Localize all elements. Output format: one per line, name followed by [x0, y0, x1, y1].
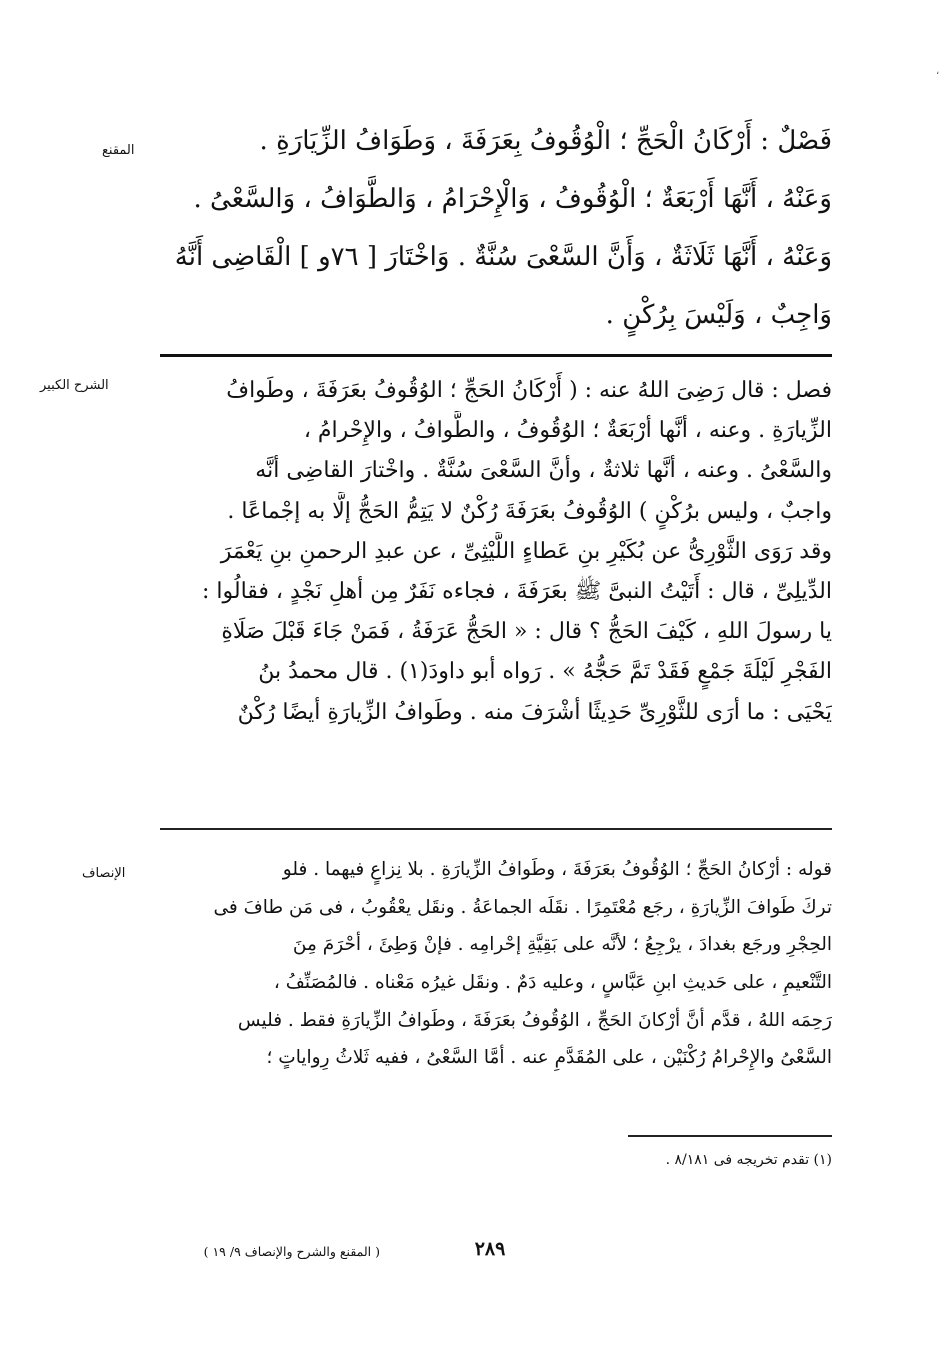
insaf-line: السَّعْىُ والإِحْرامُ رُكْنَيْن ، على المُقَدَّمِ عنه . أمَّا السَّعْىُ ، ففيه ثَلاثُ رِواياتٍ ؛ — [266, 1047, 832, 1069]
insaf-line: التَّنْعيمِ ، على حَديثِ ابنِ عَبَّاسٍ ، وعليه دَمٌ . ونقَل غيرُه مَعْناه . فالمُصَنِّفُ ، — [273, 972, 832, 994]
sharh-line: يَحْيَى : ما أرَى للثَّوْرِىِّ حَدِيثًا أشْرَفَ منه . وطَوافُ الزِّيارَةِ أيضًا رُكْنٌ — [237, 699, 832, 725]
insaf-line: رَحِمَه اللهُ ، قدَّم أنَّ أرْكانَ الحَجِّ ، الوُقُوفُ بعَرَفَةَ ، وطَوافُ الزِّيارَةِ فقط . فليس — [237, 1009, 832, 1031]
muqni-line: فَصْلٌ : أَرْكَانُ الْحَجِّ ؛ الْوُقُوفُ بِعَرَفَةَ ، وَطَوَافُ الزِّيَارَةِ . — [259, 126, 832, 156]
sharh-text — [160, 371, 832, 733]
section-divider — [160, 354, 832, 357]
insaf-text — [160, 851, 832, 1077]
muqni-line: وَعَنْهُ ، أَنَّهَا ثَلَاثَةٌ ، وَأَنَّ السَّعْىَ سُنَّةٌ . وَاخْتَارَ [ ٧٦و ] الْقَاضِى أَنَّهُ — [174, 242, 832, 272]
label-sharh: الشرح الكبير — [40, 378, 109, 393]
label-insaf: الإنصاف — [82, 866, 126, 881]
muqni-text — [160, 112, 832, 344]
sharh-line: يا رسولَ اللهِ ، كَيْفَ الحَجُّ ؟ قال : « الحَجُّ عَرَفَةُ ، فَمَنْ جَاءَ قَبْلَ صَلَاةِ — [221, 619, 832, 645]
insaf-line: الحِجْرِ ورجَع بغدادَ ، يرْجِعُ ؛ لأنَّه على بَقِيَّةِ إحْرامِه . فإنْ وَطِئَ ، أحْرَمَ مِنَ — [292, 934, 832, 956]
sharh-line: الزِّيارَةِ . وعنه ، أنَّها أرْبَعَةٌ ؛ الوُقُوفُ ، والطَّوافُ ، والإِحْرامُ ، — [303, 418, 832, 444]
section-divider — [160, 828, 832, 830]
sharh-line: فصل : قال رَضِىَ اللهُ عنه : ( أَرْكَانُ الحَجِّ ؛ الوُقُوفُ بعَرَفَةَ ، وطَوافُ — [226, 378, 832, 403]
footnote-rule — [628, 1135, 832, 1137]
sharh-line: الفَجْرِ لَيْلَةَ جَمْعٍ فَقَدْ تَمَّ حَجُّهُ » . رَواه أبو داودَ(١) . قال محمدُ بنُ — [258, 659, 832, 685]
muqni-line: وَعَنْهُ ، أَنَّهَا أَرْبَعَةٌ ؛ الْوُقُوفُ ، وَالْإِحْرَامُ ، وَالطَّوَافُ ، وَالسَّعْىُ . — [193, 184, 832, 214]
sharh-line: وقد رَوَى الثَّوْرِىُّ عن بُكَيْرِ بنِ عَطاءٍ اللَّيْثِىِّ ، عن عبدِ الرحمنِ بنِ يَعْمَرَ — [220, 538, 832, 564]
margin-mark: ، — [936, 66, 940, 77]
muqni-line: وَاجِبٌ ، وَلَيْسَ بِرُكْنٍ . — [605, 300, 832, 330]
label-muqni: المقنع — [102, 143, 135, 158]
insaf-line: قوله : أرْكانُ الحَجِّ ؛ الوُقُوفُ بعَرَفَةَ ، وطَوافُ الزِّيارَةِ . بلا نِزاعٍ فيهما . فلو — [282, 859, 832, 880]
source-reference: ( المقنع والشرح والإنصاف ٩/ ١٩ ) — [203, 1244, 380, 1259]
footnote: (١) تقدم تخريجه فى ٨/١٨١ . — [665, 1152, 832, 1168]
sharh-line: والسَّعْىُ . وعنه ، أنَّها ثلاثةٌ ، وأنَّ السَّعْىَ سُنَّةٌ . واخْتارَ القاضِى أنَّه — [255, 458, 832, 484]
page-number: ٢٨٩ — [474, 1238, 506, 1260]
insaf-line: تركَ طَوافَ الزِّيارَةِ ، رجَع مُعْتَمِرًا . نقَلَه الجماعَةُ . ونقَل يعْقُوبُ ، فى مَن طافَ فى — [213, 896, 832, 918]
sharh-line: واجبٌ ، وليس برُكْنٍ ) الوُقُوفُ بعَرَفَةَ رُكْنٌ لا يَتِمُّ الحَجُّ إلَّا به إجْماعًا . — [227, 498, 832, 524]
sharh-line: الدِّيلِىِّ ، قال : أَتَيْتُ النبىَّ ﷺ بعَرَفَةَ ، فجاءه نَفَرٌ مِن أهلِ نَجْدٍ ، فقالُوا : — [202, 578, 832, 604]
